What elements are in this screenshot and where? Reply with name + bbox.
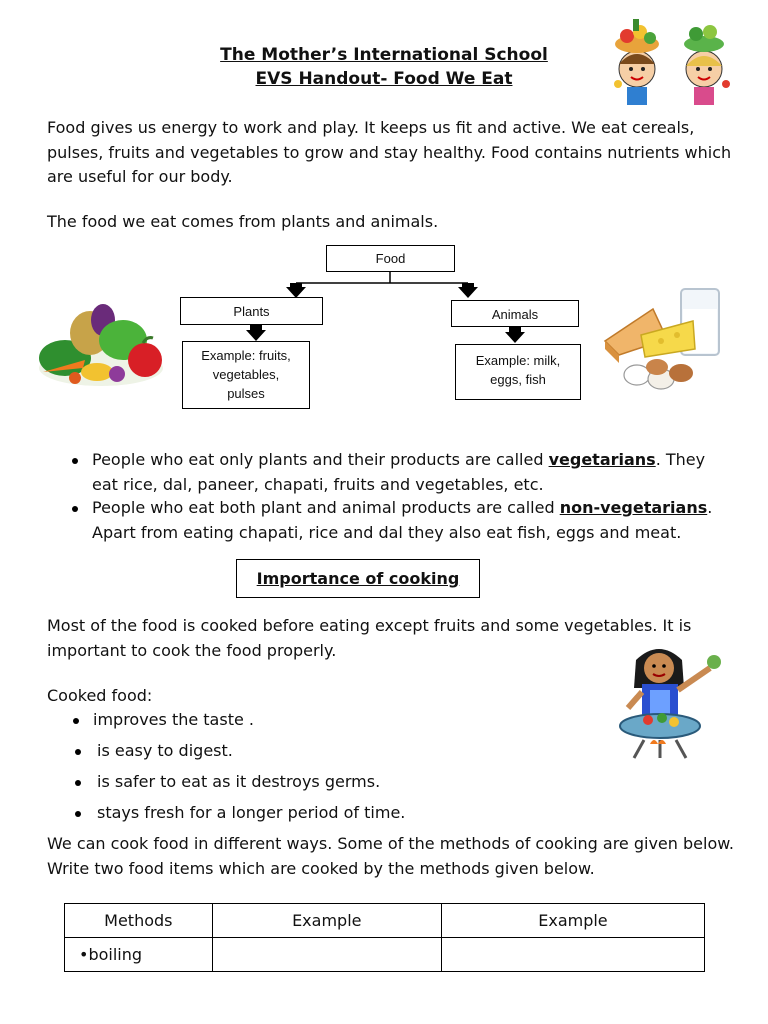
section-heading-box <box>236 559 480 598</box>
plants-box: Plants <box>180 297 323 325</box>
methods-paragraph: We can cook food in different ways. Some of the methods of cooking are given below. Write two food items which are cooked by the methods given below. <box>47 834 734 878</box>
table-header-cell: Methods <box>65 904 213 938</box>
bullet-vegetarians <box>92 448 732 497</box>
cooking-paragraph: Most of the food is cooked before eating except fruits and some vegetables. It is important to cook the food properly. <box>47 616 692 660</box>
bullet-dot <box>75 811 81 817</box>
table-cell-method: •boiling <box>65 938 213 972</box>
list-item <box>97 801 405 826</box>
bullet-dot <box>72 458 78 464</box>
school-title: The Mother’s International School <box>220 45 548 65</box>
bullet-text: People who eat only plants and their products are called <box>92 450 549 469</box>
cook-illustration <box>614 640 730 760</box>
table-cell-example[interactable] <box>212 938 441 972</box>
bullet-dot <box>73 718 79 724</box>
methods-table <box>64 903 705 972</box>
intro-paragraph: Food gives us energy to work and play. It keeps us fit and active. We eat cereals, pulses, fruits and vegetables to grow and stay healthy. Food contains nutrients which are useful for our body. <box>47 118 732 186</box>
source-sentence: The food we eat comes from plants and animals. <box>47 212 439 231</box>
bullet-dot <box>72 506 78 512</box>
bullet-dot <box>75 749 81 755</box>
list-item <box>93 708 254 733</box>
list-item-text: is safer to eat as it destroys germs. <box>97 772 381 791</box>
bullet-text-rest: . They eat rice, dal, paneer, chapati, fruits and vegetables, etc. <box>92 450 706 494</box>
bullet-dot <box>75 780 81 786</box>
bullet-text: People who eat both plant and animal products are called <box>92 498 560 517</box>
plants-example-box: Example: fruits, vegetables, pulses <box>182 341 310 409</box>
list-item <box>97 739 233 764</box>
animals-example-box: Example: milk, eggs, fish <box>455 344 581 400</box>
table-header-row <box>65 904 705 938</box>
bullet-text-rest: . Apart from eating chapati, rice and dal they also eat fish, eggs and meat. <box>92 498 713 542</box>
list-item-text: improves the taste . <box>93 710 254 729</box>
bullet-non-vegetarians <box>92 496 732 545</box>
term-vegetarians: vegetarians <box>548 450 656 469</box>
vegetables-illustration <box>35 298 167 390</box>
list-item-text: is easy to digest. <box>97 741 233 760</box>
table-row <box>65 938 705 972</box>
cooked-food-label: Cooked food: <box>47 686 153 705</box>
table-header-cell: Example <box>212 904 441 938</box>
handout-title: EVS Handout- Food We Eat <box>255 69 513 89</box>
animals-box: Animals <box>451 300 579 327</box>
table-header-cell: Example <box>441 904 704 938</box>
list-item-text: stays fresh for a longer period of time. <box>97 803 406 822</box>
section-heading: Importance of cooking <box>256 569 460 588</box>
dairy-illustration <box>601 283 727 395</box>
food-box: Food <box>326 245 455 272</box>
table-cell-example[interactable] <box>441 938 704 972</box>
term-non-vegetarians: non-vegetarians <box>559 498 708 517</box>
list-item <box>97 770 380 795</box>
